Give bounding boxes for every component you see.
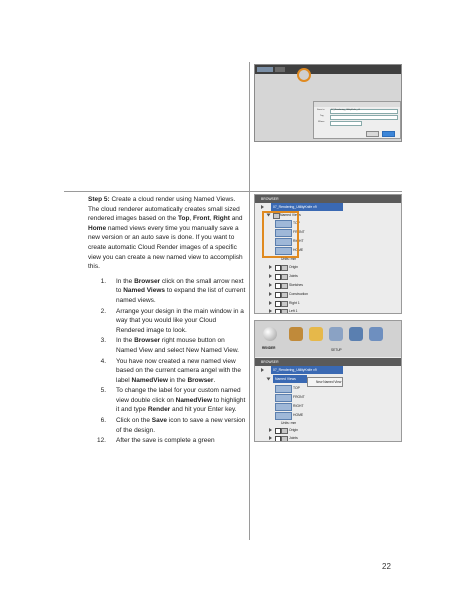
folder-row xyxy=(289,263,298,271)
term-right: Right xyxy=(213,215,230,223)
named-views-label: Named Views xyxy=(275,377,296,381)
new-named-view-item: New Named View xyxy=(316,380,342,384)
table-divider-vertical xyxy=(249,62,250,540)
folder-label: Joints xyxy=(289,274,298,278)
view-icon xyxy=(275,394,292,402)
intro-text-1: Create a cloud render using Named Views. The cloud renderer automatically creates small sized rendered images based on the xyxy=(88,196,240,223)
step-text: to highlight it and type xyxy=(116,396,246,414)
scene-settings-icon xyxy=(309,327,323,341)
step-bold: Browser xyxy=(187,376,214,384)
folder-row xyxy=(289,281,303,289)
step-5 xyxy=(88,386,246,415)
tag-field xyxy=(330,115,398,120)
sep-1: , xyxy=(189,215,194,223)
app-toolbar xyxy=(255,65,401,74)
dialog-titlebar xyxy=(314,102,400,107)
step-text: click on the small arrow next to xyxy=(116,277,244,295)
step-2 xyxy=(88,307,246,336)
term-home: Home xyxy=(88,224,107,232)
instructions xyxy=(88,195,246,446)
named-views-label: Named Views xyxy=(280,213,301,217)
render-sphere-icon xyxy=(263,327,277,341)
save-dialog xyxy=(313,101,401,139)
view-label: HOME xyxy=(293,248,304,252)
step-bold: Save xyxy=(151,417,167,425)
table-divider-horizontal xyxy=(64,191,402,192)
folder-icon xyxy=(281,309,288,314)
render-browser-screenshot xyxy=(254,320,402,442)
folder-label: Left 1 xyxy=(289,309,298,313)
view-row-right xyxy=(293,402,304,410)
step-number: 4. xyxy=(100,357,106,365)
step-bold: NamedView xyxy=(131,376,168,384)
save-button xyxy=(382,131,395,137)
step-text: In the xyxy=(116,337,135,345)
view-label: RIGHT xyxy=(293,404,304,408)
browser-header-label: BROWSER xyxy=(261,360,279,364)
folder-icon xyxy=(281,301,288,307)
view-label: TOP xyxy=(293,386,300,390)
context-menu xyxy=(307,377,343,387)
view-icon xyxy=(275,385,292,393)
folder-label: Sketches xyxy=(289,283,303,287)
expand-arrow-icon xyxy=(269,428,272,432)
step-text: In the xyxy=(116,277,135,285)
folder-label: Construction xyxy=(289,292,309,296)
named-views-highlight xyxy=(262,211,299,258)
view-row-front xyxy=(293,393,305,401)
step-3 xyxy=(88,336,246,355)
view-label: HOME xyxy=(293,413,304,417)
project-value: 07_Rendering_UtilityKnife_v9 xyxy=(331,109,360,112)
step-bold: Browser xyxy=(134,337,161,345)
tag-label: Tag xyxy=(320,115,324,117)
step-4 xyxy=(88,357,246,386)
step-12 xyxy=(88,436,246,446)
step-text: in the xyxy=(167,376,188,384)
browser-header-label: BROWSER xyxy=(261,197,279,201)
folder-icon xyxy=(281,436,288,442)
render-tool-icon xyxy=(369,327,383,341)
document-name: 07_Rendering_UtilityKnife v9 xyxy=(273,205,317,209)
cancel-button xyxy=(366,131,379,137)
view-label: TOP xyxy=(293,221,300,225)
step-bold: NamedView xyxy=(175,396,212,404)
expand-arrow-icon xyxy=(269,292,272,296)
sep-2: , xyxy=(209,215,214,223)
page-number: 22 xyxy=(382,562,391,571)
render-workspace-label: RENDER xyxy=(262,346,276,350)
step-number: 3. xyxy=(100,337,106,345)
expand-arrow-icon xyxy=(261,205,264,209)
render-tab xyxy=(257,67,273,72)
step-number: 5. xyxy=(100,387,106,395)
step-text: You have now created a new named view based on the current camera angel with the label xyxy=(116,357,242,384)
browser-header xyxy=(255,358,401,366)
step-bold: Browser xyxy=(134,277,161,285)
step-list xyxy=(88,277,246,446)
named-views-row xyxy=(273,375,307,383)
step-number: 12. xyxy=(96,437,106,445)
folder-row xyxy=(289,272,298,280)
folder-icon xyxy=(281,292,288,298)
folder-label: Origin xyxy=(289,428,299,432)
document-name: 07_Rendering_UtilityKnife v9 xyxy=(273,368,317,372)
step-text: to expand the list of current named views. xyxy=(116,287,246,304)
expand-arrow-icon xyxy=(269,309,272,313)
folder-label: Joints xyxy=(289,436,298,440)
folder-icon xyxy=(281,283,288,289)
step-number: 6. xyxy=(100,417,106,425)
step-number: 2. xyxy=(100,307,106,315)
expand-arrow-icon xyxy=(269,274,272,278)
document-row xyxy=(271,203,343,211)
folder-icon xyxy=(281,428,288,434)
view-label: FRONT xyxy=(293,395,305,399)
term-front: Front xyxy=(193,215,210,223)
folder-row xyxy=(289,426,298,434)
browser-header xyxy=(255,195,401,203)
step-number: 1. xyxy=(100,277,106,285)
named-views-arrow-icon xyxy=(267,378,271,381)
step-text: icon to save a new version of the design. xyxy=(116,417,246,434)
expand-arrow-icon xyxy=(261,368,264,372)
step-bold: Named Views xyxy=(123,287,166,295)
folder-icon xyxy=(281,265,288,271)
texture-map-icon xyxy=(349,327,363,341)
and-text: and xyxy=(229,215,243,223)
folder-label: Right 1 xyxy=(289,301,300,305)
view-label: RIGHT xyxy=(293,239,304,243)
decal-icon xyxy=(329,327,343,341)
folder-label: Origin xyxy=(289,265,299,269)
units-label: Units: mm xyxy=(281,421,297,425)
step-text: Click on the xyxy=(116,417,152,425)
view-label: FRONT xyxy=(293,230,305,234)
render-toolbar xyxy=(255,321,401,357)
step-text: To change the label for your custom named view double click on xyxy=(116,387,241,404)
browser-tree-screenshot xyxy=(254,194,402,314)
folder-row xyxy=(289,307,297,314)
save-icon-highlight xyxy=(297,68,311,82)
view-row-home xyxy=(293,411,303,419)
save-dialog-screenshot xyxy=(254,64,402,142)
save-to-label: Save to xyxy=(317,109,325,111)
folder-icon xyxy=(281,274,288,280)
term-top: Top xyxy=(177,215,190,223)
expand-arrow-icon xyxy=(269,265,272,269)
step-lead: Step 5: xyxy=(88,196,110,203)
toolbar-button xyxy=(275,67,285,72)
step-text: and hit your Enter key. xyxy=(170,406,237,414)
step-text: After the save is complete a green xyxy=(116,437,215,445)
folder-row xyxy=(289,290,308,298)
intro-text-2: named views every time you manually save a new version or an auto save is done. If you want to create automatic Cloud Render images of a specific view you can create a new named view to accomplish this. xyxy=(88,224,243,271)
step-intro xyxy=(88,195,246,272)
where-label: Where xyxy=(318,121,325,123)
step-1 xyxy=(88,277,246,306)
step-text: Arrange your design in the main window in a way that you would like your Cloud Rendered image to look. xyxy=(116,307,244,334)
view-icon xyxy=(275,403,292,411)
expand-arrow-icon xyxy=(269,301,272,305)
expand-arrow-icon xyxy=(269,283,272,287)
appearance-icon xyxy=(289,327,303,341)
view-row-top xyxy=(293,384,300,392)
step-bold: Render xyxy=(147,406,171,414)
folder-row xyxy=(289,434,298,442)
setup-label: SETUP xyxy=(331,348,342,352)
units-label: Units: mm xyxy=(281,257,297,261)
folder-row xyxy=(289,299,300,307)
step-text: right mouse button on Named View and select New Named View. xyxy=(116,337,239,354)
step-6 xyxy=(88,416,246,435)
document-row xyxy=(271,366,343,374)
where-field xyxy=(330,121,362,126)
expand-arrow-icon xyxy=(269,436,272,440)
step-text: . xyxy=(213,376,216,384)
units-row xyxy=(281,255,296,263)
